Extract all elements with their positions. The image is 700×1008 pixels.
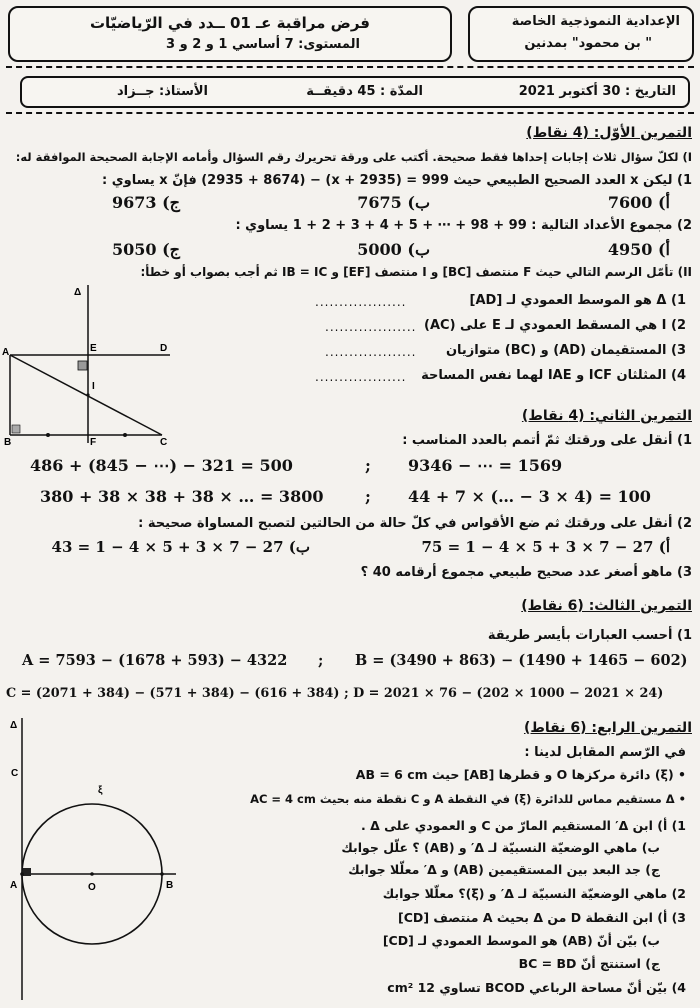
label-xi: ξ — [98, 785, 103, 796]
ex2-semi-2: ; — [365, 487, 371, 506]
ex4-q1a: 1) أ) ابن Δ′ المستقيم المارّ من C و العمودي على Δ . — [361, 818, 686, 833]
right-angle-e — [78, 361, 87, 370]
answer-blank-1[interactable]: ................... — [315, 295, 407, 309]
label-e: E — [90, 343, 97, 354]
teacher: الأستاذ: جــزاد — [117, 84, 208, 99]
ex2-eq-right-2: 44 + 7 × (… − 3 × 4) = 100 — [408, 487, 651, 506]
ex1-part-i-instruction: I) لكلّ سؤال ثلاث إجابات إحداها فقط صحيحة. أكتب على ورقة تحريرك رقم السؤال وأمامه الإجابة الصحيحة الموافقة له: — [15, 150, 692, 164]
ex3-exp-c-d: C = (2071 + 384) − (571 + 384) − (616 + 384) ; D = 2021 × 76 − (202 × 1000 − 2021 × 24) — [6, 686, 664, 701]
ex1-title: التمرين الأوّل: (4 نقاط) — [526, 125, 692, 141]
center-o — [90, 872, 94, 876]
date: التاريخ : 30 أكتوبر 2021 — [518, 84, 676, 99]
header-info-box — [20, 76, 690, 108]
label-c: C — [11, 768, 19, 779]
ex1-q1-choice-b: ب) 7675 — [357, 193, 430, 212]
ex1-q1: 1) ليكن x العدد الصحيح الطبيعي حيث 999 = (2935 + x) − (2935 + 8674) فإنّ x يساوي : — [102, 173, 692, 188]
ex1-q2-choice-b: ب) 5000 — [357, 240, 430, 259]
label-d: D — [160, 343, 168, 354]
label-o: O — [88, 882, 96, 893]
ex4-figure — [4, 708, 204, 1008]
ex4-q3a: 3) أ) ابن النقطة D من Δ بحيث A منتصف [CD] — [398, 910, 686, 925]
ex2-eq-right-1: 9346 − ⋯ = 1569 — [408, 456, 563, 475]
ex1-part-ii-instruction: II) تأمّل الرسم التالي حيث F منتصف [BC] و I منتصف [EF] و IB = IC ثم أجب بصواب أو خطأ: — [140, 265, 692, 279]
ex1-q2-choice-a: أ) 4950 — [607, 240, 670, 259]
ex3-exp-b: B = (3490 + 863) − (1490 + 1465 − 602) — [355, 652, 688, 669]
ex1-ii-4: 4) المثلثان ICF و IAE لهما نفس المساحة — [421, 368, 686, 383]
ex2-semi-1: ; — [365, 456, 371, 475]
ex1-q2-choice-c: ج) 5050 — [112, 240, 180, 259]
ex4-title: التمرين الرابع: (6 نقاط) — [523, 720, 692, 736]
ex2-eq-b: ب) 27 − 7 × 3 + 5 × 4 − 1 = 43 — [51, 538, 310, 556]
label-a: A — [2, 347, 10, 358]
label-delta: Δ — [10, 720, 18, 731]
ex2-q2: 2) أنقل على ورقتك ثم ضع الأقواس في كلّ حالة من الحالتين لتصبح المساواة صحيحة : — [138, 516, 692, 531]
ex4-q1b: ب) ماهي الوضعيّة النسبيّة لـ Δ′ و (AB) ؟ علّل جوابك — [341, 840, 660, 855]
ex4-q3c: ج) استنتج أنّ BC = BD — [518, 956, 660, 971]
answer-blank-3[interactable]: ................... — [325, 345, 417, 359]
ex1-ii-2: 2) I هي المسقط العمودي لـ E على (AC) — [424, 318, 686, 333]
point-b — [160, 872, 164, 876]
ex1-q1-choice-a: أ) 7600 — [607, 193, 670, 212]
header-separator-2 — [6, 112, 694, 114]
school-city: " بن محمود" بمدنين — [524, 36, 652, 51]
answer-blank-4[interactable]: ................... — [315, 370, 407, 384]
label-i: I — [92, 381, 95, 392]
test-title: فرض مراقبة عـ 01 ــدد في الرّياضيّات — [89, 14, 370, 32]
header-school-box — [468, 6, 694, 62]
ex2-q3: 3) ماهو أصغر عدد صحيح طبيعي مجموع أرقامه 40 ؟ — [360, 565, 692, 580]
label-c: C — [160, 437, 168, 445]
ex2-title: التمرين الثاني: (4 نقاط) — [521, 408, 692, 424]
point-a — [20, 872, 24, 876]
right-angle-b — [12, 425, 20, 433]
ex3-semi: ; — [318, 652, 324, 669]
point-i — [86, 393, 89, 396]
ex2-eq-left-1: 486 + (845 − ⋯) − 321 = 500 — [30, 456, 293, 475]
right-angle-a — [23, 868, 31, 876]
label-f: F — [90, 437, 97, 445]
ex4-given-1: • (ξ) دائرة مركزها O و قطرها [AB] حيث AB = 6 cm — [355, 767, 686, 782]
ex3-q1: 1) أحسب العبارات بأيسر طريقة — [487, 628, 692, 643]
header-separator — [6, 66, 694, 68]
ex4-q4: 4) بيّن أنّ مساحة الرباعي BCOD تساوي 12 cm² — [387, 980, 686, 995]
ex1-q1-choice-c: ج) 9673 — [112, 193, 180, 212]
school-name: الإعدادية النموذجية الخاصة — [511, 14, 680, 29]
ex1-q2: 2) مجموع الأعداد التالية : 99 + 98 + ⋯ + 5 + 4 + 3 + 2 + 1 يساوي : — [235, 218, 692, 233]
label-b: B — [4, 437, 12, 445]
ex4-q1c: ج) جد البعد بين المستقيمين (AB) و Δ′ معلّلا جوابك — [348, 862, 660, 877]
ex3-title: التمرين الثالث: (6 نقاط) — [521, 598, 692, 614]
ex4-q2: 2) ماهي الوضعيّة النسبيّة لـ Δ′ و (ξ)؟ معلّلا جوابك — [382, 886, 686, 901]
label-b: B — [166, 880, 174, 891]
label-a: A — [10, 880, 18, 891]
level: المستوى: 7 أساسي 1 و 2 و 3 — [166, 37, 360, 52]
ex1-ii-3: 3) المستقيمان (AD) و (BC) متوازيان — [445, 343, 686, 358]
label-delta: Δ — [74, 287, 82, 298]
ex2-q1: 1) أنقل على ورقتك ثمّ أتمم بالعدد المناسب : — [402, 433, 692, 448]
ex4-given-2: • Δ مستقيم مماس للدائرة (ξ) في النقطة A و C نقطة منه بحيث AC = 4 cm — [250, 792, 686, 806]
ex3-exp-a: A = 7593 − (1678 + 593) − 4322 — [22, 652, 288, 669]
ex2-eq-left-2: 380 + 38 × 38 + 38 × … = 3800 — [40, 487, 324, 506]
ex4-intro: في الرّسم المقابل لدينا : — [524, 745, 686, 760]
ex2-eq-a: أ) 27 − 7 × 3 + 5 × 4 − 1 = 75 — [421, 538, 670, 556]
header-title-box — [8, 6, 452, 62]
ex1-ii-1: 1) Δ هو الموسط العمودي لـ [AD] — [469, 293, 686, 308]
duration: المدّة : 45 دقيقــة — [306, 84, 423, 99]
ex4-q3b: ب) بيّن أنّ (AB) هو الموسط العمودي لـ [CD] — [382, 933, 660, 948]
answer-blank-2[interactable]: ................... — [325, 320, 417, 334]
